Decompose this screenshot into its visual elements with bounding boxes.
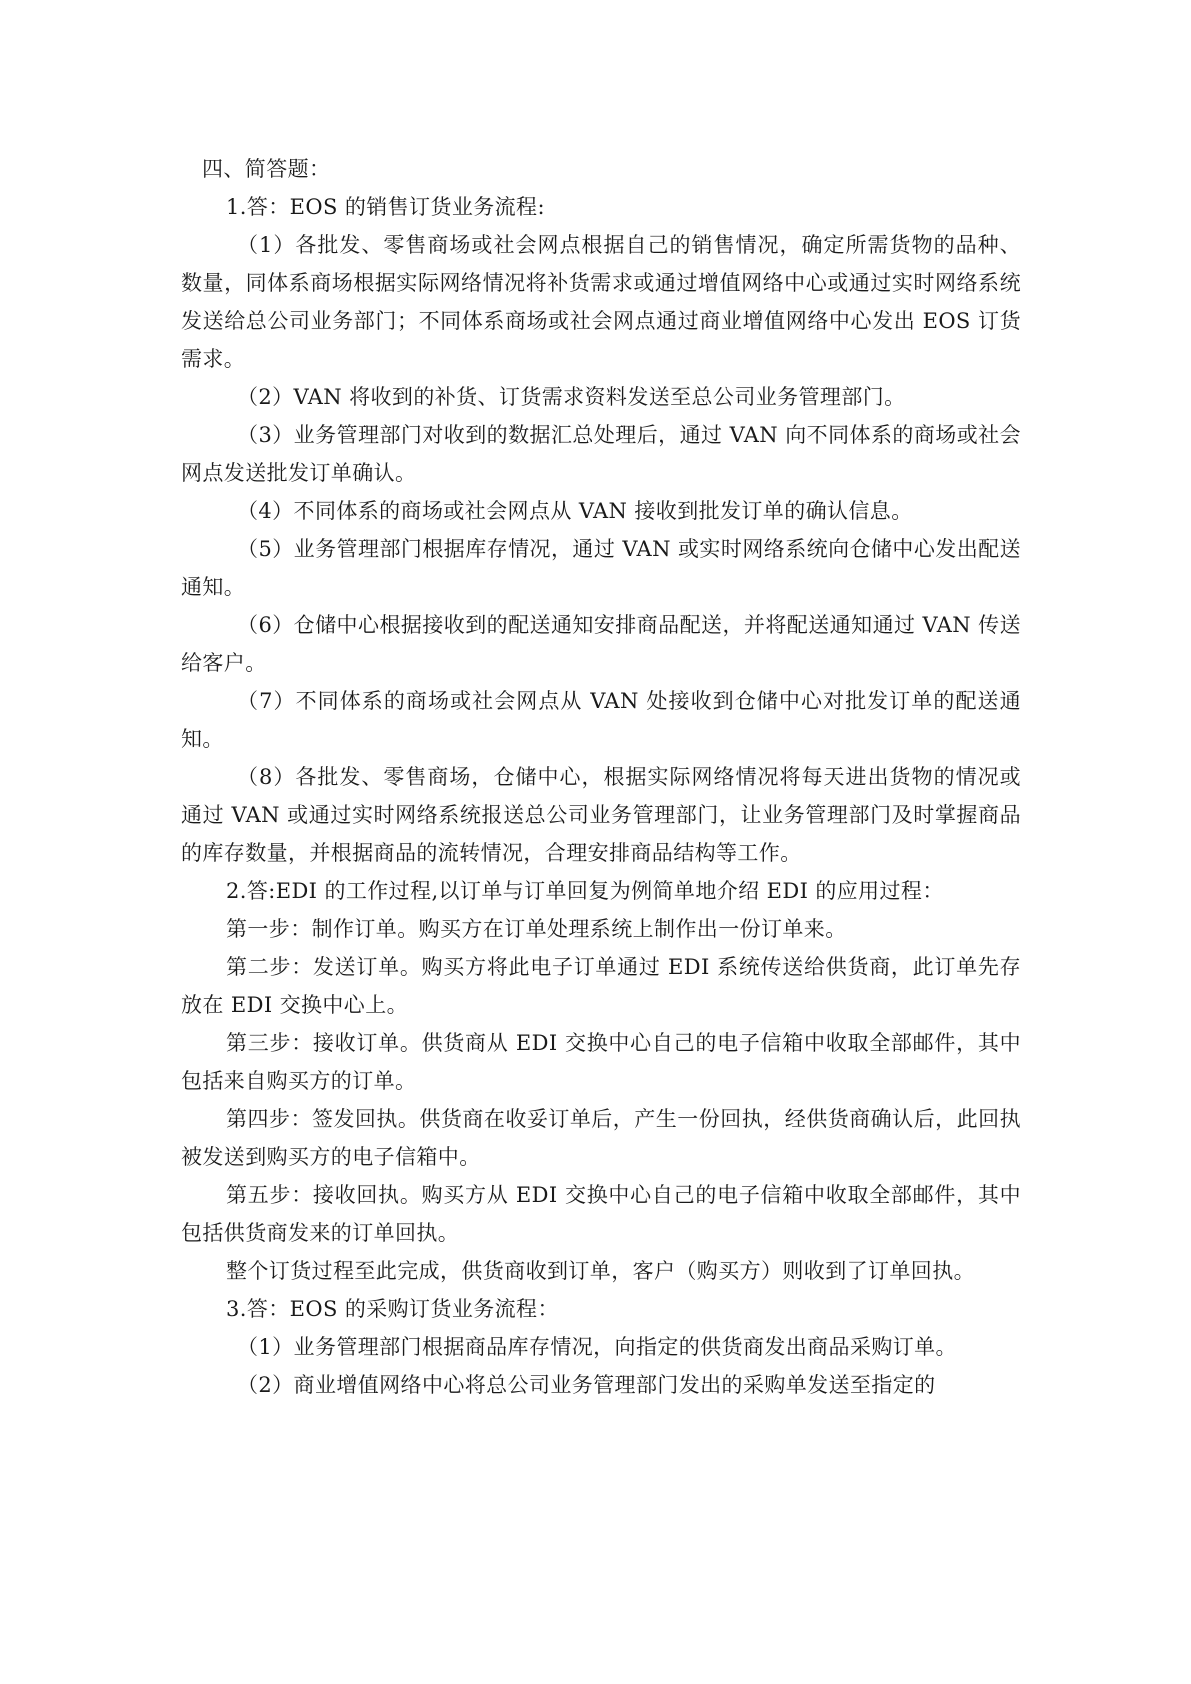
- paragraph: 第五步：接收回执。购买方从 EDI 交换中心自己的电子信箱中收取全部邮件，其中包括供货商发来的订单回执。: [181, 1183, 1021, 1245]
- paragraph: 2.答:EDI 的工作过程,以订单与订单回复为例简单地介绍 EDI 的应用过程：: [226, 879, 944, 903]
- paragraph-list: [181, 188, 1021, 1404]
- paragraph: （8）各批发、零售商场，仓储中心，根据实际网络情况将每天进出货物的情况或通过 VAN 或通过实时网络系统报送总公司业务管理部门，让业务管理部门及时掌握商品的库存数量，并根据商品的流转情况，合理安排商品结构等工作。: [181, 765, 1021, 865]
- paragraph: （2）商业增值网络中心将总公司业务管理部门发出的采购单发送至指定的: [237, 1373, 936, 1397]
- paragraph: （6）仓储中心根据接收到的配送通知安排商品配送，并将配送通知通过 VAN 传送给客户。: [181, 613, 1021, 675]
- paragraph: 整个订货过程至此完成，供货商收到订单，客户（购买方）则收到了订单回执。: [226, 1259, 975, 1283]
- paragraph: 第四步：签发回执。供货商在收妥订单后，产生一份回执，经供货商确认后，此回执被发送到购买方的电子信箱中。: [181, 1107, 1021, 1169]
- paragraph: （2）VAN 将收到的补货、订货需求资料发送至总公司业务管理部门。: [237, 385, 906, 409]
- paragraph: （1）业务管理部门根据商品库存情况，向指定的供货商发出商品采购订单。: [237, 1335, 957, 1359]
- paragraph: （3）业务管理部门对收到的数据汇总处理后，通过 VAN 向不同体系的商场或社会网点发送批发订单确认。: [181, 423, 1021, 485]
- paragraph: 1.答：EOS 的销售订货业务流程:: [226, 195, 545, 219]
- paragraph: 3.答：EOS 的采购订货业务流程：: [226, 1297, 559, 1321]
- paragraph: （4）不同体系的商场或社会网点从 VAN 接收到批发订单的确认信息。: [237, 499, 913, 523]
- paragraph: 第二步：发送订单。购买方将此电子订单通过 EDI 系统传送给供货商，此订单先存放在 EDI 交换中心上。: [181, 955, 1021, 1017]
- paragraph: 第三步：接收订单。供货商从 EDI 交换中心自己的电子信箱中收取全部邮件，其中包括来自购买方的订单。: [181, 1031, 1021, 1093]
- paragraph: （1）各批发、零售商场或社会网点根据自己的销售情况，确定所需货物的品种、数量，同体系商场根据实际网络情况将补货需求或通过增值网络中心或通过实时网络系统发送给总公司业务部门；不同体系商场或社会网点通过商业增值网络中心发出 EOS 订货需求。: [181, 233, 1021, 371]
- document-page: [181, 150, 1021, 1404]
- section-heading: 四、简答题：: [202, 157, 331, 181]
- paragraph: （5）业务管理部门根据库存情况，通过 VAN 或实时网络系统向仓储中心发出配送通知。: [181, 537, 1021, 599]
- paragraph: 第一步：制作订单。购买方在订单处理系统上制作出一份订单来。: [226, 917, 847, 941]
- paragraph: （7）不同体系的商场或社会网点从 VAN 处接收到仓储中心对批发订单的配送通知。: [181, 689, 1021, 751]
